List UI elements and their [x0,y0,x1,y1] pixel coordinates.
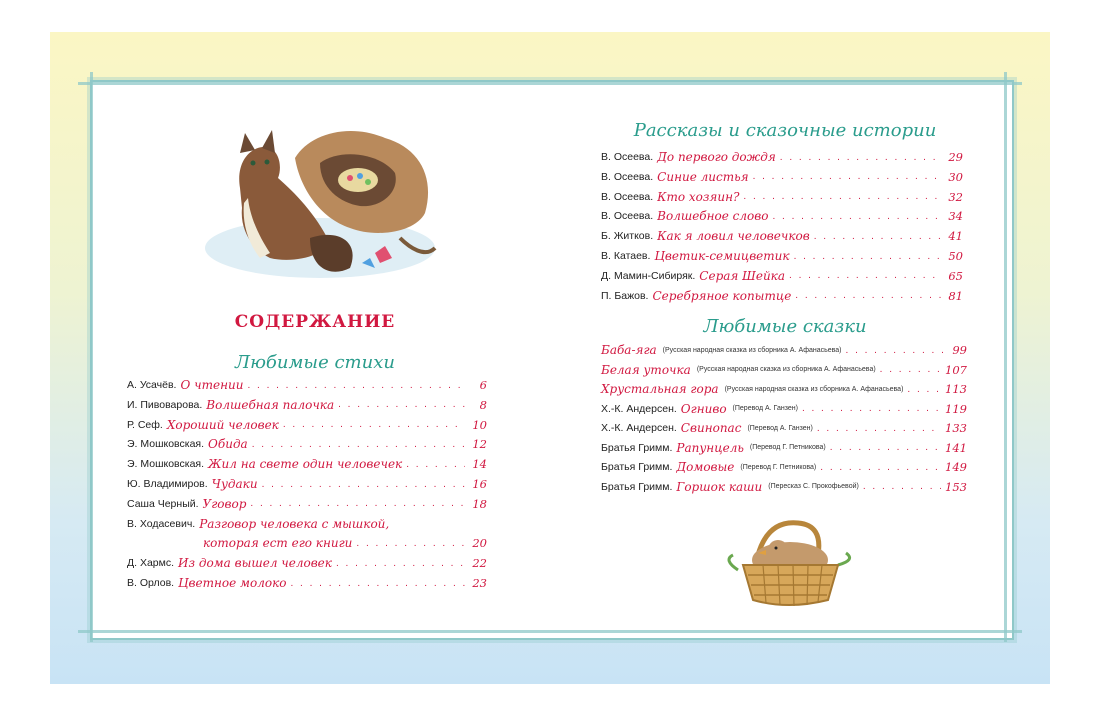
entry-title: Чудаки [211,477,258,491]
brush-edge-right [1004,72,1007,642]
entry-note: (Русская народная сказка из сборника А. Афанасьева) [724,385,904,393]
entry-page-number: 29 [948,150,963,164]
entry-page-number: 12 [472,437,487,452]
entry-page-number: 14 [472,457,487,472]
entry-author: В. Катаев. [601,250,651,262]
toc-entry[interactable] [601,361,967,379]
leader-dots [814,231,941,242]
entry-page-number: 149 [945,460,967,474]
entry-title: Баба-яга [601,343,657,357]
leader-dots [789,270,941,281]
entry-note: (Перевод Г. Петникова) [749,444,826,451]
entry-page-number: 65 [948,268,963,283]
leader-dots [406,459,465,470]
leader-dots [753,171,941,182]
section-title-stories: Рассказы и сказочные истории [633,120,937,141]
leader-dots [907,384,941,395]
toc-title: СОДЕРЖАНИЕ [234,312,396,332]
entry-page-number: 32 [948,189,963,204]
leader-dots [830,442,941,453]
entry-note: (Пересказ С. Прокофьевой) [768,483,859,490]
entry-title: Цветное молоко [178,576,287,590]
entry-page-number: 34 [948,209,963,224]
entry-note: (Перевод Г. Петникова) [740,463,817,471]
entry-author: Р. Сеф. [127,418,163,431]
toc-entry[interactable] [127,376,487,394]
entry-title: Огниво [680,401,727,416]
entry-page-number: 81 [948,288,963,303]
toc-entry[interactable] [127,435,487,453]
leader-dots [802,403,941,414]
leader-dots [817,423,941,434]
entry-page-number: 50 [948,249,963,263]
toc-entry[interactable] [127,396,487,414]
entry-author: Ю. Владимиров. [127,478,208,490]
entry-author: В. Осеева. [601,190,654,203]
entry-page-number: 133 [945,421,967,435]
toc-entry[interactable] [601,287,963,305]
entry-title: Разговор человека с мышкой, [199,516,390,531]
entry-author: В. Осеева. [601,210,654,223]
entry-author: В. Осеева. [601,170,654,183]
entry-note: (Перевод А. Ганзен) [732,405,798,412]
entry-author: В. Осеева. [601,151,654,163]
entry-author: Х.-К. Андерсен. [601,402,677,415]
toc-entry[interactable] [127,416,487,434]
entry-author: Братья Гримм. [601,441,673,454]
entry-page-number: 23 [472,576,487,590]
entry-author: И. Пивоварова. [127,398,203,411]
leader-dots [252,439,465,450]
entry-page-number: 153 [945,479,967,494]
entry-page-number: 22 [472,556,487,571]
entry-title: Серебряное копытце [652,288,792,303]
entry-title: Свинопас [680,421,742,435]
entry-title: Кто хозяин? [657,189,740,204]
toc-entry[interactable] [127,455,487,473]
entry-title: Уговор [202,496,247,511]
entry-page-number: 30 [948,169,963,184]
toc-entry[interactable] [601,458,967,476]
entry-title: Горшок каши [676,479,763,494]
entry-title: Синие листья [657,169,749,184]
entry-title: Как я ловил человечков [657,229,810,244]
entry-title: Цветик-семицветик [654,249,790,263]
toc-entry[interactable] [601,247,963,265]
entry-title: О чтении [180,378,244,392]
leader-dots [338,399,465,410]
toc-entry[interactable] [127,554,487,572]
entry-author: Саша Черный. [127,497,199,510]
entry-title: Волшебное слово [657,209,769,224]
entry-author: А. Усачёв. [127,379,177,391]
brush-edge-left [90,72,93,642]
entry-author: Д. Хармс. [127,557,175,570]
entry-page-number: 141 [945,440,967,455]
entry-note: (Перевод А. Ганзен) [747,424,813,432]
entry-title: Жил на свете один человечек [208,457,403,472]
leader-dots [290,578,465,589]
leader-dots [794,251,941,262]
entry-note: (Русская народная сказка из сборника А. Афанасьева) [662,346,842,354]
entry-page-number: 113 [945,382,967,396]
toc-entry[interactable] [601,419,967,437]
entry-page-number: 16 [472,477,487,491]
leader-dots [743,191,941,202]
entry-title: Хороший человек [166,417,279,432]
entry-page-number: 18 [472,496,487,511]
entry-page-number: 119 [945,401,967,416]
toc-entry[interactable] [127,475,487,493]
leader-dots [772,211,941,222]
entry-note: (Русская народная сказка из сборника А. Афанасьева) [696,366,876,373]
toc-entry[interactable] [601,207,963,225]
entry-page-number: 8 [479,397,487,412]
entry-author: В. Ходасевич. [127,517,196,530]
toc-entry[interactable] [127,574,487,592]
entry-title: Хрустальная гора [601,382,719,396]
leader-dots [880,364,941,375]
leader-dots [846,345,945,356]
toc-entry[interactable] [601,380,967,398]
duckling-in-basket-illustration [718,515,858,610]
entry-page-number: 20 [472,536,487,551]
entry-page-number: 99 [952,343,967,357]
entry-title: До первого дождя [657,150,776,164]
entry-author: Б. Житков. [601,230,654,243]
toc-entry[interactable] [601,400,967,418]
leader-dots [795,290,941,301]
entry-page-number: 10 [472,417,487,432]
entry-author: Братья Гримм. [601,480,673,493]
leader-dots [863,481,941,492]
toc-entry[interactable] [601,188,963,206]
toc-entry[interactable] [601,267,963,285]
brush-edge-bottom [78,630,1022,633]
leader-dots [336,558,465,569]
toc-entry[interactable] [601,341,967,359]
toc-entry[interactable] [601,478,967,496]
entry-title: Рапунцель [676,440,744,455]
toc-entry[interactable] [127,495,487,513]
section-title-poems: Любимые стихи [235,352,395,373]
leader-dots [820,462,941,473]
entry-title: которая ест его книги [203,536,353,551]
entry-title: Белая уточка [601,362,691,377]
toc-entry[interactable] [601,168,963,186]
leader-dots [250,498,465,509]
leader-dots [283,419,465,430]
entry-author: В. Орлов. [127,577,175,589]
entry-author: П. Бажов. [601,289,649,302]
toc-entry[interactable] [601,148,963,166]
cat-with-hat-illustration [200,118,450,288]
entry-author: Х.-К. Андерсен. [601,422,677,434]
section-title-fairytales: Любимые сказки [703,316,867,337]
toc-entry[interactable] [127,534,487,552]
entry-title: Волшебная палочка [206,397,335,412]
leader-dots [780,152,941,163]
entry-page-number: 41 [948,229,963,244]
brush-edge-top [78,82,1022,85]
entry-page-number: 107 [945,362,967,377]
leader-dots [247,380,465,391]
entry-author: Братья Гримм. [601,461,673,473]
toc-entry[interactable] [601,227,963,245]
entry-author: Д. Мамин-Сибиряк. [601,269,696,282]
toc-entry[interactable] [601,439,967,457]
entry-author: Э. Мошковская. [127,438,205,451]
entry-title: Обида [208,437,248,452]
leader-dots [262,479,465,490]
entry-title: Из дома вышел человек [178,556,332,571]
entry-title: Серая Шейка [699,268,786,283]
entry-author: Э. Мошковская. [127,458,205,471]
entry-page-number: 6 [479,378,487,392]
leader-dots [356,538,465,549]
entry-title: Домовые [676,460,735,474]
toc-entry[interactable] [127,515,487,533]
